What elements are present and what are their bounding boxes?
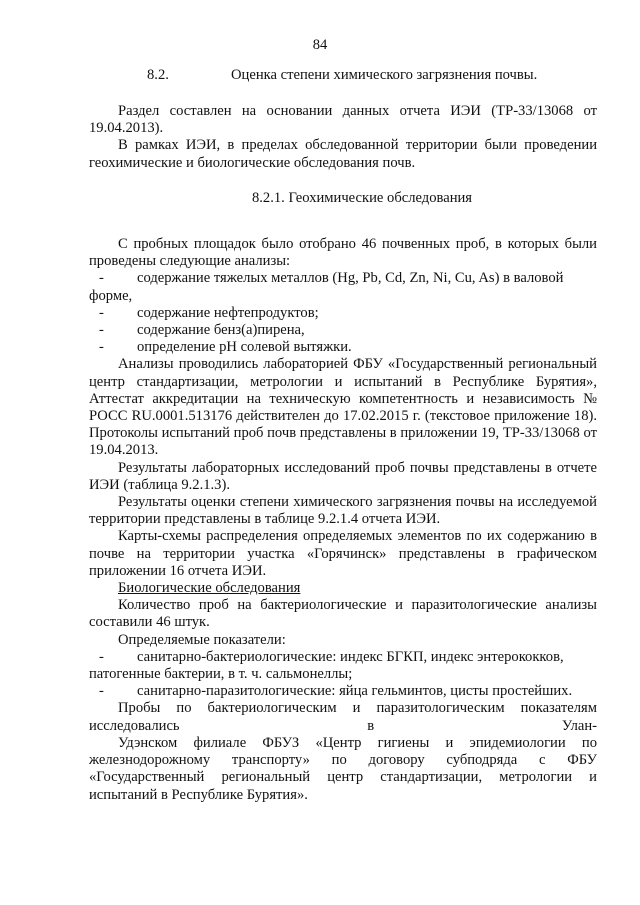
assessment-results-paragraph: Результаты оценки степени химического загрязнения почвы на исследуемой территории представлены в таблице 9.2.1.4 отчета ИЭИ. bbox=[89, 494, 597, 528]
page-number: 84 bbox=[312, 37, 328, 53]
samples-paragraph: С пробных площадок было отобрано 46 почвенных проб, в которых были проведены следующие анализы: bbox=[89, 236, 597, 270]
list-item-text: содержание нефтепродуктов; bbox=[137, 304, 319, 321]
list-item-continuation: патогенные бактерии, в т. ч. сальмонеллы; bbox=[89, 666, 353, 683]
bio-heading-text: Биологические обследования bbox=[118, 580, 301, 597]
section-number: 8.2. bbox=[147, 67, 169, 83]
lab-paragraph: Анализы проводились лабораторией ФБУ «Государственный региональный центр стандартизации, метрологии и испытаний в Республике Бурятия», Аттестат аккредитации на техническую компетентность и независимость № РОСС RU.0001.513176 действителен до 17.02.2015 г. (текстовое приложение 18). Протоколы испытаний проб почв представлены в приложении 19, ТР-33/13068 от 19.04.2013. bbox=[89, 356, 597, 459]
list-item bbox=[89, 649, 597, 666]
list-dash: - bbox=[99, 322, 104, 339]
section-title: Оценка степени химического загрязнения почвы. bbox=[231, 67, 538, 83]
intro-paragraph: Раздел составлен на основании данных отчета ИЭИ (ТР-33/13068 от 19.04.2013). bbox=[89, 103, 597, 137]
list-item bbox=[89, 270, 597, 287]
list-dash: - bbox=[99, 270, 104, 287]
filial-paragraph: Удэнском филиале ФБУЗ «Центр гигиены и эпидемиологии по железнодорожному транспорту» по договору субподряда с ФБУ «Государственный региональный центр стандартизации, метрологии и испытаний в Республике Бурятия». bbox=[89, 734, 597, 803]
main-text-block bbox=[89, 236, 597, 804]
subsection-title: 8.2.1. Геохимические обследования bbox=[251, 190, 473, 206]
intro-paragraph: В рамках ИЭИ, в пределах обследованной территории были проведении геохимические и биологические обследования почв. bbox=[89, 137, 597, 171]
list-item bbox=[89, 683, 597, 700]
bio-count-paragraph: Количество проб на бактериологические и паразитологические анализы составили 46 штук. bbox=[89, 597, 597, 631]
tests-paragraph: Пробы по бактериологическим и паразитологическим показателям исследовались в Улан- bbox=[89, 700, 597, 734]
list-item-text: содержание бенз(а)пирена, bbox=[137, 322, 305, 339]
bio-heading bbox=[89, 580, 597, 597]
list-item-text: санитарно-бактериологические: индекс БГКП, индекс энтерококков, bbox=[137, 648, 564, 665]
intro-block bbox=[89, 103, 597, 172]
list-dash: - bbox=[99, 648, 104, 665]
section-heading bbox=[147, 67, 607, 84]
list-item-continuation: форме, bbox=[89, 287, 133, 304]
list-item bbox=[89, 322, 597, 339]
list-item-text: санитарно-паразитологические: яйца гельминтов, цисты простейших. bbox=[137, 683, 573, 700]
list-item bbox=[89, 305, 597, 322]
list-dash: - bbox=[99, 339, 104, 356]
maps-paragraph: Карты-схемы распределения определяемых элементов по их содержанию в почве на территории участка «Горячинск» представлены в графическом приложении 16 отчета ИЭИ. bbox=[89, 528, 597, 579]
list-dash: - bbox=[99, 304, 104, 321]
list-item-text: содержание тяжелых металлов (Hg, Pb, Cd, Zn, Ni, Cu, As) в валовой bbox=[137, 270, 564, 287]
list-dash: - bbox=[99, 683, 104, 700]
list-item-text: определение pH солевой вытяжки. bbox=[137, 339, 352, 356]
lab-results-paragraph: Результаты лабораторных исследований проб почвы представлены в отчете ИЭИ (таблица 9.2.1.3). bbox=[89, 459, 597, 493]
indicators-label: Определяемые показатели: bbox=[118, 631, 286, 648]
subsection-heading-block bbox=[89, 190, 597, 207]
list-item bbox=[89, 339, 597, 356]
